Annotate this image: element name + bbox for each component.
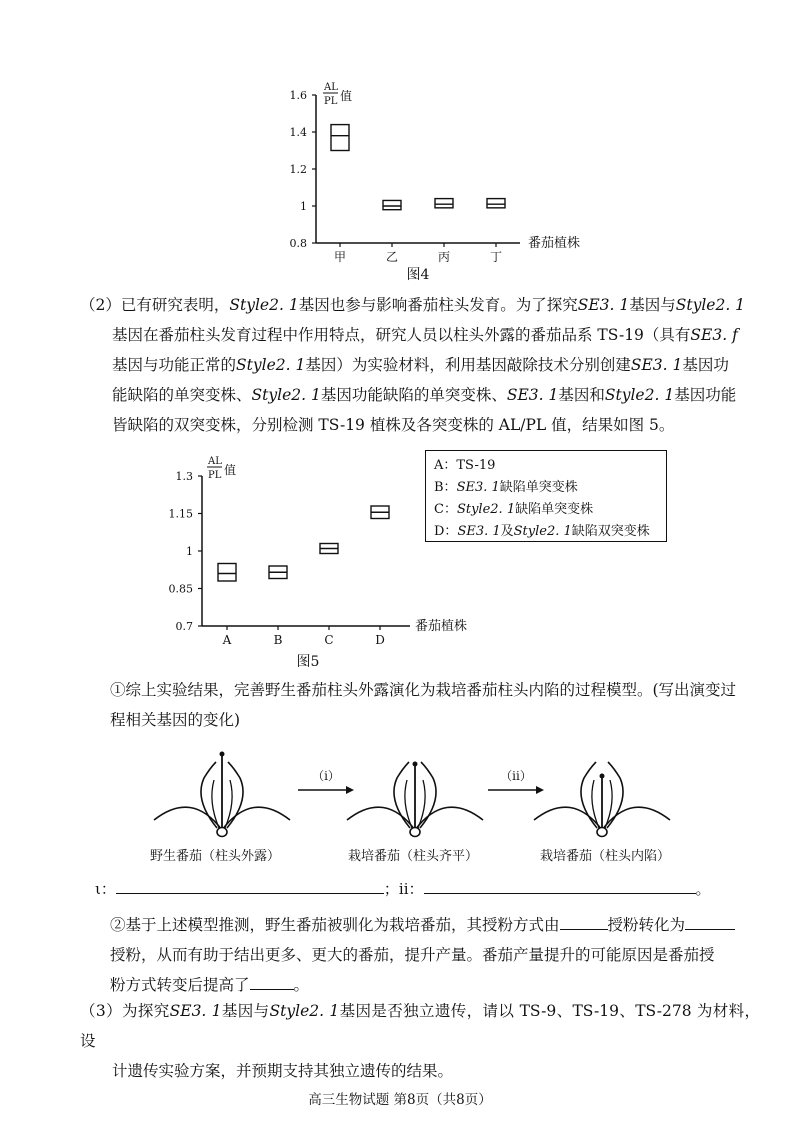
flower-wild [154, 752, 290, 837]
gene-style: Style2. 1 [269, 1002, 340, 1020]
fig5-caption: 图5 [296, 654, 320, 670]
arrow-i-label: （i） [312, 769, 340, 783]
legend-item-d [434, 521, 658, 543]
para3-text: （3）为探究 [80, 1002, 170, 1020]
para2-text: 基因与 [629, 296, 676, 314]
fig5-xtick-label: A [222, 633, 232, 647]
fig5-xtick-label: B [273, 633, 283, 647]
blank-ii-label: ；ii： [383, 880, 424, 898]
gene-style: Style2. 1 [236, 356, 306, 374]
question-1 [110, 675, 770, 735]
legend-item-b [434, 477, 658, 499]
fig5-xtick-label: D [375, 633, 385, 647]
legend-gene: SE3. 1 [456, 480, 500, 495]
fig4-xtick-label: 乙 [385, 250, 399, 264]
fig4-ylabel-suffix: 值 [340, 89, 353, 103]
question-2 [110, 910, 770, 1000]
paragraph-2 [80, 290, 759, 440]
fig5-xtick-label: C [324, 633, 334, 647]
blank-end: 。 [695, 880, 711, 898]
fig5-ylabel-num: AL [208, 456, 222, 467]
para2-line1 [80, 290, 759, 320]
legend-text: 缺陷单突变株 [515, 502, 594, 517]
diagram-label-flush: 栽培番茄（柱头齐平） [348, 849, 479, 864]
q2-text: ②基于上述模型推测，野生番茄被驯化为栽培番茄，其授粉方式由 [110, 916, 560, 934]
fig4-box-4 [487, 199, 505, 208]
legend-text: 缺陷双突变株 [571, 524, 650, 539]
blank-i-input[interactable] [116, 893, 384, 894]
arrow-i [298, 769, 354, 794]
para2-line3 [112, 350, 759, 380]
legend-gene: Style2. 1 [513, 524, 572, 539]
para2-text: 基因）为实验材料，利用基因敲除技术分别创建 [305, 356, 631, 374]
para2-text: 皆缺陷的双突变株，分别检测 TS-19 植株及各突变株的 AL/PL 值，结果如图 5。 [112, 416, 675, 434]
flower-recessed [534, 762, 670, 837]
fig4-box-3 [435, 199, 453, 208]
para2-line4 [112, 380, 759, 410]
para2-text: 基因功能 [674, 386, 737, 404]
fig4-xtick-label: 丁 [489, 250, 503, 264]
para2-text: 基因功 [682, 356, 729, 374]
fig4-xtick-label: 甲 [333, 250, 347, 264]
answer-blanks-i-ii [95, 878, 711, 899]
q2-line2: 授粉，从而有助于结出更多、更大的番茄，提升产量。番茄产量提升的可能原因是番茄授 [110, 946, 715, 964]
fig5-xlabel: 番茄植株 [415, 619, 468, 634]
blank-ii-input[interactable] [424, 893, 696, 894]
fig4-ytick-label: 0.8 [289, 237, 307, 250]
fig4-ytick-label: 1.4 [289, 126, 307, 139]
para3-text: 基因与 [221, 1002, 270, 1020]
gene-style: Style2. 1 [251, 386, 321, 404]
fig4-ylabel-den: PL [324, 96, 338, 107]
legend-gene: Style2. 1 [456, 502, 516, 517]
para3-line2: 计遗传实验方案，并预期支持其独立遗传的结果。 [112, 1062, 454, 1080]
q1-line2: 程相关基因的变化) [110, 711, 241, 729]
fig5-ytick-label: 1.15 [168, 507, 193, 521]
gene-se3f: SE3. f [690, 326, 738, 344]
para2-text: 基因与功能正常的 [112, 356, 237, 374]
fig5-ytick-label: 1 [186, 545, 193, 558]
fig4-box-1 [331, 125, 349, 151]
fig4-ytick-label: 1 [300, 200, 307, 213]
fig4-xtick-label: 丙 [437, 250, 451, 264]
fig4-axes [316, 95, 520, 243]
legend-text: B： [434, 480, 457, 495]
gene-se3: SE3. 1 [169, 1002, 222, 1020]
gene-se3: SE3. 1 [630, 356, 683, 374]
blank-increase[interactable] [250, 989, 294, 990]
fig5-legend [425, 450, 667, 542]
para3-text: 基因是否独立遗传，请以 TS-9、TS-19、TS-278 为材料，设 [80, 1002, 760, 1050]
legend-gene: SE3. 1 [457, 524, 501, 539]
gene-style: Style2. 1 [229, 296, 299, 314]
para2-line2 [112, 320, 759, 350]
fig4-box-2 [383, 200, 401, 209]
arrow-ii-label: （ii） [500, 769, 532, 783]
fig5-ytick-label: 0.85 [168, 582, 193, 596]
legend-text: 缺陷单突变株 [499, 480, 578, 495]
fig5-ytick-label: 1.3 [175, 470, 193, 483]
gene-se3: SE3. 1 [577, 296, 630, 314]
q2-text: 授粉转化为 [607, 916, 686, 934]
fig4-xlabel: 番茄植株 [528, 236, 581, 251]
para2-text: 基因和 [558, 386, 605, 404]
para2-text: （2）已有研究表明， [80, 296, 230, 314]
fig5-ylabel-suffix: 值 [224, 463, 237, 477]
fig4-caption: 图4 [406, 267, 430, 283]
fig5-ytick-label: 0.7 [175, 620, 193, 633]
q1-line1: ①综上实验结果，完善野生番茄柱头外露演化为栽培番茄柱头内陷的过程模型。(写出演变过 [110, 681, 737, 699]
legend-text: D： [434, 524, 458, 539]
legend-item-a [434, 455, 658, 477]
figure-4 [270, 75, 581, 290]
fig4-ytick-label: 1.2 [289, 163, 307, 176]
para2-text: 能缺陷的单突变株、 [112, 386, 252, 404]
para3-line1 [80, 996, 760, 1056]
blank-pollination-from[interactable] [560, 929, 608, 930]
arrow-ii [488, 769, 544, 794]
page-footer: 高三生物试题 第8页（共8页） [308, 1092, 492, 1108]
para2-text: 基因在番茄柱头发育过程中作用特点，研究人员以柱头外露的番茄品系 TS-19（具有 [112, 326, 691, 344]
gene-style: Style2. 1 [604, 386, 675, 404]
para2-text: 基因也参与影响番茄柱头发育。为了探究 [298, 296, 578, 314]
para2-line5 [112, 410, 759, 440]
legend-text: 及 [500, 524, 514, 539]
legend-text: C： [434, 502, 457, 517]
legend-text: A：TS-19 [434, 458, 496, 473]
q2-line1 [110, 910, 770, 940]
fig5-ylabel-den: PL [208, 470, 222, 481]
para2-text: 基因功能缺陷的单突变株、 [320, 386, 507, 404]
gene-se3: SE3. 1 [506, 386, 559, 404]
legend-item-c [434, 499, 658, 521]
q2-text: 。 [293, 976, 310, 994]
gene-style: Style2. 1 [675, 296, 746, 314]
diagram-label-recessed: 栽培番茄（柱头内陷） [540, 849, 671, 864]
q2-text: 粉方式转变后提高了 [110, 976, 250, 994]
fig4-ytick-label: 1.6 [289, 89, 307, 102]
fig5-box-1 [218, 564, 236, 582]
diagram-label-wild: 野生番茄（柱头外露） [150, 849, 281, 864]
blank-pollination-to[interactable] [685, 929, 735, 930]
fig4-ylabel-num: AL [324, 82, 338, 93]
fig5-axes [202, 476, 410, 626]
flower-flush [347, 762, 483, 837]
paragraph-3 [80, 996, 760, 1086]
blank-i-label: ι： [95, 880, 116, 898]
